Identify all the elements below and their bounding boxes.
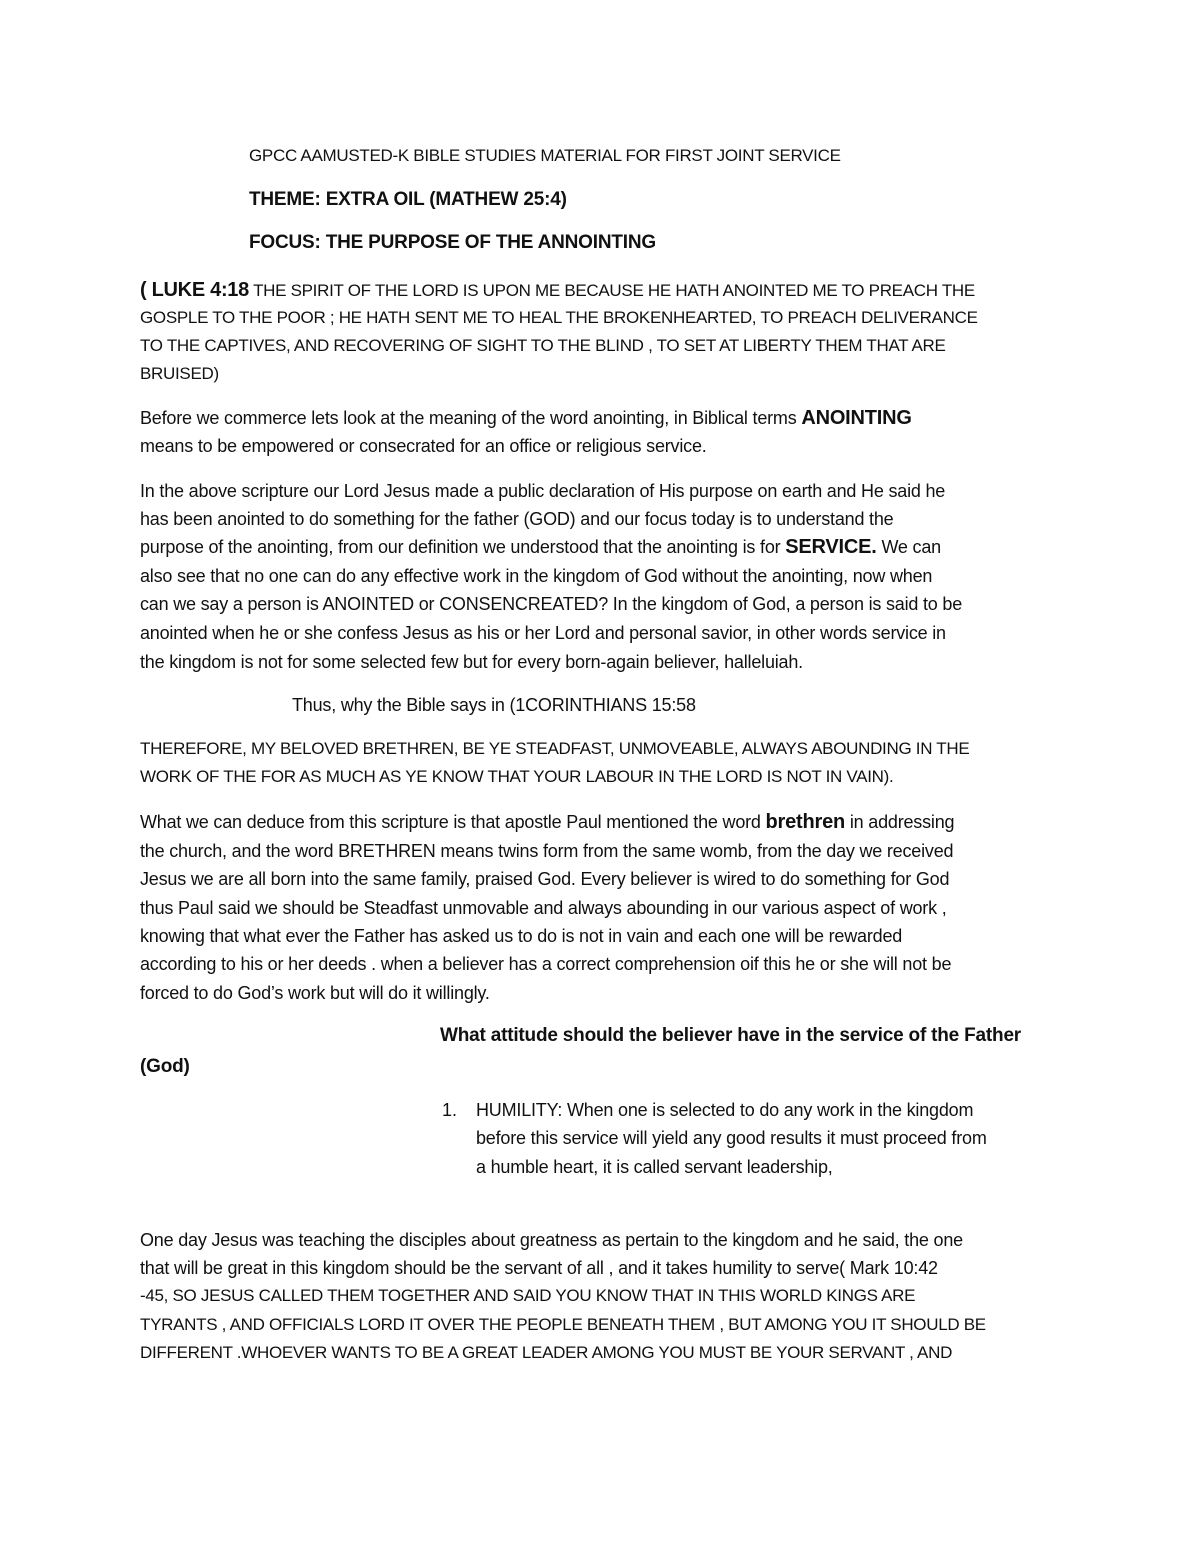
luke-line-4: BRUISED) (140, 364, 219, 383)
list-item-line-3: a humble heart, it is called servant leadership, (476, 1157, 833, 1177)
corinthians-line-2: WORK OF THE FOR AS MUCH AS YE KNOW THAT YOUR LABOUR IN THE LORD IS NOT IN VAIN). (140, 767, 894, 786)
attitude-heading-line-1: What attitude should the believer have in the service of the Father (440, 1025, 1021, 1046)
anointing-emphasis: ANOINTING (801, 407, 912, 429)
focus-heading: FOCUS: THE PURPOSE OF THE ANNOINTING (249, 232, 656, 253)
thus-line: Thus, why the Bible says in (1CORINTHIANS 15:58 (292, 695, 696, 715)
theme-heading: THEME: EXTRA OIL (MATHEW 25:4) (249, 189, 567, 210)
p3-line-5: knowing that what ever the Father has asked us to do is not in vain and each one will be rewarded (140, 926, 903, 946)
p2-line-6: anointed when he or she confess Jesus as his or her Lord and personal savior, in other words service in (140, 623, 946, 643)
p2-line-4: also see that no one can do any effective work in the kingdom of God without the anointing, now when (140, 566, 933, 586)
luke-reference: ( LUKE 4:18 (140, 279, 249, 301)
p3-line-2: the church, and the word BRETHREN means twins form from the same womb, from the day we received (140, 841, 954, 861)
service-emphasis: SERVICE. (785, 536, 877, 558)
p2-line-3 (140, 533, 941, 561)
p2-line-5: can we say a person is ANOINTED or CONSENCREATED? In the kingdom of God, a person is said to be (140, 594, 963, 614)
luke-line-1 (140, 276, 975, 305)
document-header: GPCC AAMUSTED-K BIBLE STUDIES MATERIAL FOR FIRST JOINT SERVICE (249, 146, 841, 165)
p4-line-3: -45, SO JESUS CALLED THEM TOGETHER AND SAID YOU KNOW THAT IN THIS WORLD KINGS ARE (140, 1286, 916, 1305)
p4-line-2: that will be great in this kingdom should be the servant of all , and it takes humility to serve( Mark 10:42 (140, 1258, 938, 1278)
brethren-emphasis: brethren (765, 811, 846, 833)
luke-line-3: TO THE CAPTIVES, AND RECOVERING OF SIGHT TO THE BLIND , TO SET AT LIBERTY THEM THAT ARE (140, 336, 946, 355)
p2-line-2: has been anointed to do something for the father (GOD) and our focus today is to understand the (140, 509, 894, 529)
attitude-heading-line-2: (God) (140, 1056, 190, 1077)
p3-text-a: What we can deduce from this scripture is that apostle Paul mentioned the word (140, 812, 766, 832)
p3-line-3: Jesus we are all born into the same family, praised God. Every believer is wired to do something for God (140, 869, 950, 889)
p3-line-6: according to his or her deeds . when a believer has a correct comprehension oif this he or she will not be (140, 954, 952, 974)
p2-line-7: the kingdom is not for some selected few but for every born-again believer, halleluiah. (140, 652, 803, 672)
p3-line-4: thus Paul said we should be Steadfast unmovable and always abounding in our various aspect of work , (140, 898, 947, 918)
p2-text-b: We can (876, 537, 941, 557)
list-item-line-2: before this service will yield any good results it must proceed from (476, 1128, 987, 1148)
p4-line-4: TYRANTS , AND OFFICIALS LORD IT OVER THE PEOPLE BENEATH THEM , BUT AMONG YOU IT SHOULD BE (140, 1315, 986, 1334)
p4-line-1: One day Jesus was teaching the disciples about greatness as pertain to the kingdom and he said, the one (140, 1230, 963, 1250)
list-number: 1. (442, 1100, 458, 1120)
p3-text-b: in addressing (845, 812, 955, 832)
p1-line-2: means to be empowered or consecrated for an office or religious service. (140, 436, 707, 456)
p1-line-1 (140, 404, 912, 432)
p1-text: Before we commerce lets look at the meaning of the word anointing, in Biblical terms (140, 408, 802, 428)
luke-line-2: GOSPLE TO THE POOR ; HE HATH SENT ME TO HEAL THE BROKENHEARTED, TO PREACH DELIVERANCE (140, 308, 978, 327)
list-item-line-1: HUMILITY: When one is selected to do any work in the kingdom (476, 1100, 974, 1120)
luke-text: THE SPIRIT OF THE LORD IS UPON ME BECAUSE HE HATH ANOINTED ME TO PREACH THE (248, 281, 975, 300)
p3-line-1 (140, 808, 954, 836)
p2-text-a: purpose of the anointing, from our definition we understood that the anointing is for (140, 537, 786, 557)
corinthians-line-1: THEREFORE, MY BELOVED BRETHREN, BE YE STEADFAST, UNMOVEABLE, ALWAYS ABOUNDING IN THE (140, 739, 970, 758)
p4-line-5: DIFFERENT .WHOEVER WANTS TO BE A GREAT LEADER AMONG YOU MUST BE YOUR SERVANT , AND (140, 1343, 953, 1362)
p2-line-1: In the above scripture our Lord Jesus made a public declaration of His purpose on earth and He said he (140, 481, 946, 501)
p3-line-7: forced to do God’s work but will do it willingly. (140, 983, 490, 1003)
